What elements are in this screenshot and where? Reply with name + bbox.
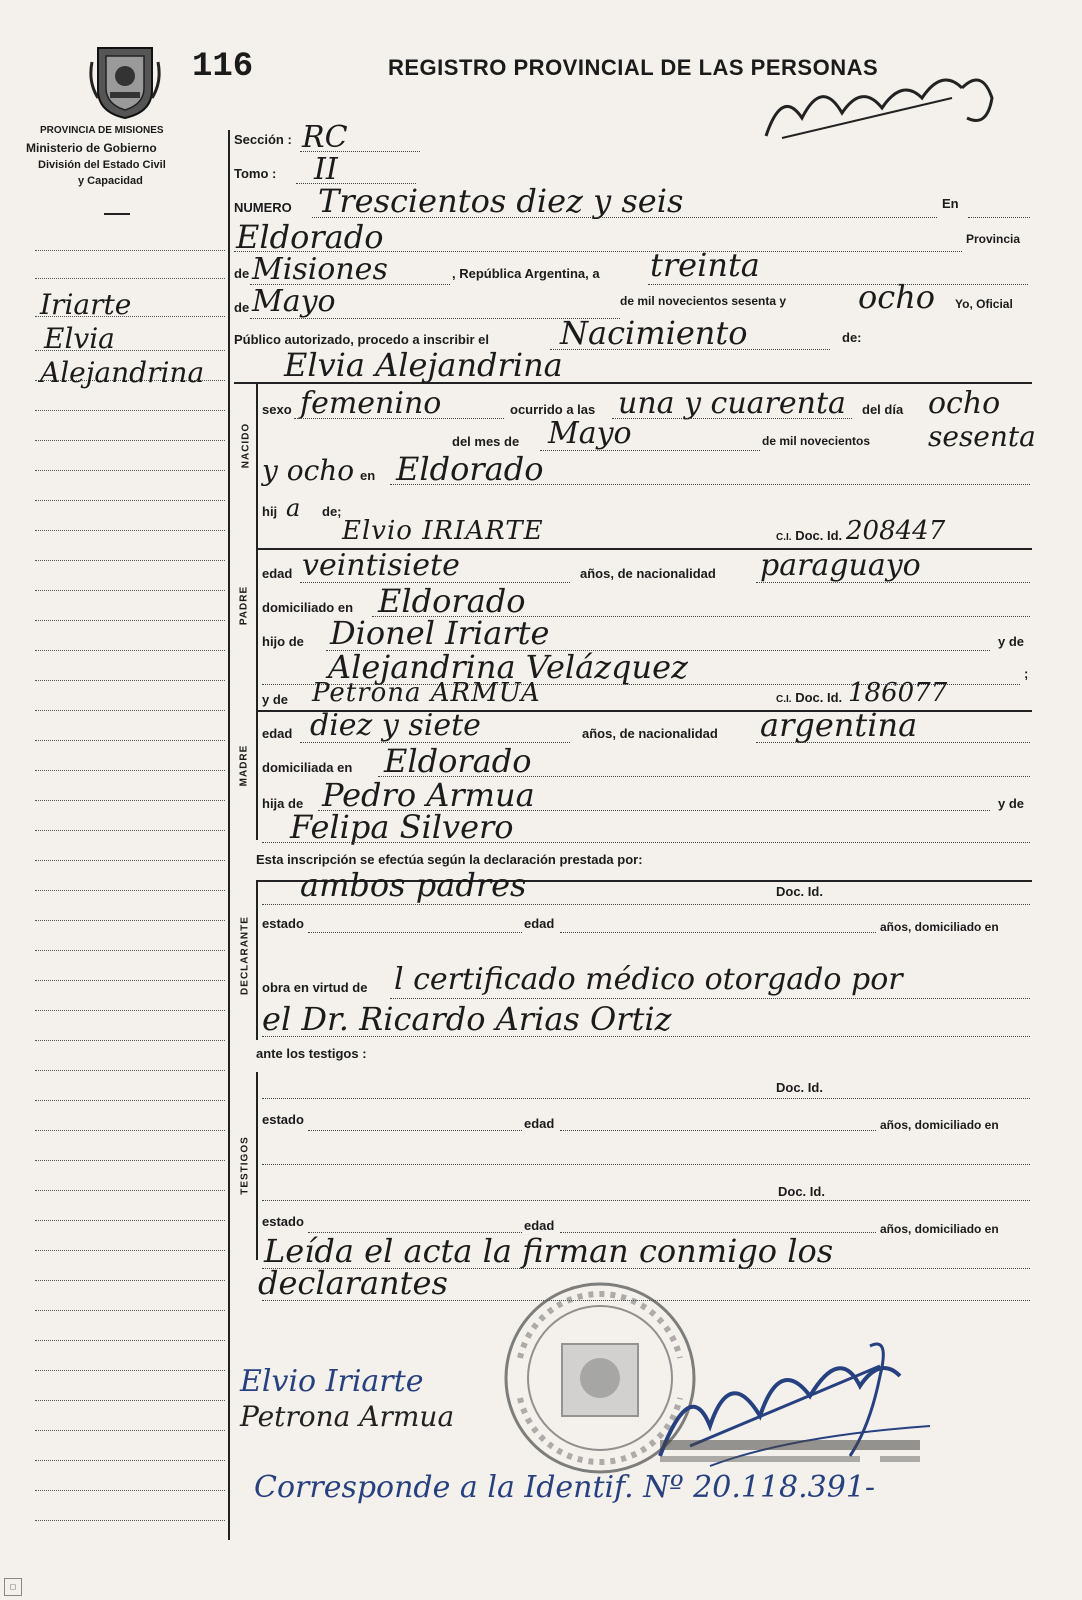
tomo-label: Tomo : <box>234 166 277 181</box>
declarante-edad-label: edad <box>524 916 555 931</box>
scanner-logo <box>4 1578 22 1596</box>
hij-value: a <box>286 494 301 522</box>
madre-doc-text: Doc. Id. <box>795 690 843 705</box>
anio-value-1: sesenta <box>928 420 1036 453</box>
signature-father: Elvio Iriarte <box>240 1364 424 1399</box>
padre-domicilio-label: domiciliado en <box>262 600 354 615</box>
testigo1-estado-label: estado <box>262 1112 304 1127</box>
padre-semicolon: ; <box>1024 666 1029 681</box>
tomo-value: II <box>314 152 338 187</box>
scanner-logo-icon: ◻ <box>9 1582 17 1591</box>
padre-edad-value: veintisiete <box>302 548 460 583</box>
oficial-label: Yo, Oficial <box>955 297 1013 311</box>
padre-hijo-value: Dionel Iriarte <box>330 614 550 652</box>
madre-domicilio-value: Eldorado <box>384 742 532 780</box>
padre-edad-label: edad <box>262 566 293 581</box>
year-value: ocho <box>858 278 936 316</box>
day-value: treinta <box>650 246 760 284</box>
declarante-estado-label: estado <box>262 916 304 931</box>
registry-title: REGISTRO PROVINCIAL DE LAS PERSONAS <box>388 55 879 80</box>
declarante-name: ambos padres <box>300 866 527 904</box>
madre-edad-value: diez y siete <box>310 708 481 743</box>
testigo1-anios-label: años, domiciliado en <box>880 1118 999 1132</box>
seccion-label: Sección : <box>234 132 292 147</box>
madre-doc-label <box>776 690 842 705</box>
dia-value: ocho <box>928 386 1001 421</box>
division-name: División del Estado Civil <box>38 159 166 171</box>
de-label: de <box>234 266 250 281</box>
madre-doc-value: 186077 <box>848 678 948 708</box>
de-semicolon-label: de; <box>322 504 342 519</box>
testigo2-doc-label: Doc. Id. <box>778 1184 825 1199</box>
madre-name: Petrona ARMUA <box>312 678 541 708</box>
numero-label: NUMERO <box>234 200 292 215</box>
closing-line-1: Leída el acta la firman conmigo los <box>264 1232 834 1270</box>
ocurrido-label: ocurrido a las <box>510 402 596 417</box>
margin-separator <box>228 130 230 1540</box>
declarante-doc-label: Doc. Id. <box>776 884 823 899</box>
en-label-2: en <box>360 468 376 483</box>
testigo1-edad-label: edad <box>524 1116 555 1131</box>
en-label: En <box>942 196 959 211</box>
padre-doc-value: 208447 <box>846 516 946 546</box>
padre-domicilio-value: Eldorado <box>378 582 526 620</box>
padre-nacionalidad-value: paraguayo <box>760 548 921 583</box>
padre-doc-text: Doc. Id. <box>795 528 843 543</box>
declaracion-intro: Esta inscripción se efectúa según la declaración prestada por: <box>256 852 643 867</box>
hora-value: una y cuarenta <box>618 386 846 421</box>
margin-note-name1: Elvia <box>44 322 115 355</box>
testigo2-anios-label: años, domiciliado en <box>880 1222 999 1236</box>
place-value: Eldorado <box>236 218 384 256</box>
mil-novecientos-label: de mil novecientos sesenta y <box>620 294 787 308</box>
sexo-value: femenino <box>300 386 442 421</box>
province-name: PROVINCIA DE MISIONES <box>40 125 164 136</box>
numero-value: Trescientos diez y seis <box>318 182 684 220</box>
nacido-section-label: NACIDO <box>240 422 252 469</box>
padre-doc-prefix: C.I. <box>776 532 792 543</box>
declarante-section-label: DECLARANTE <box>239 916 251 995</box>
padre-section-label: PADRE <box>238 585 250 626</box>
padre-nacionalidad-label: años, de nacionalidad <box>580 566 716 581</box>
padre-madre-value: Alejandrina Velázquez <box>328 648 688 686</box>
closing-line-2: declarantes <box>258 1264 448 1302</box>
madre-madre-value: Felipa Silvero <box>290 808 514 846</box>
margin-note-surname: Iriarte <box>40 288 132 321</box>
signature-mother: Petrona Armua <box>240 1400 455 1433</box>
month-value: Mayo <box>252 284 336 319</box>
ministry-name: Ministerio de Gobierno <box>26 141 157 155</box>
testigo2-edad-label: edad <box>524 1218 555 1233</box>
testigo2-estado-label: estado <box>262 1214 304 1229</box>
obra-value-2: el Dr. Ricardo Arias Ortiz <box>262 1000 672 1038</box>
header-underline <box>104 213 130 215</box>
del-mes-label: del mes de <box>452 434 520 449</box>
madre-hija-value: Pedro Armua <box>322 776 535 814</box>
obra-label: obra en virtud de <box>262 980 368 995</box>
madre-y-de-label-2: y de <box>998 796 1025 811</box>
seccion-value: RC <box>302 120 348 155</box>
madre-domicilio-label: domiciliada en <box>262 760 353 775</box>
de-colon: de: <box>842 330 862 345</box>
obra-value-1: l certificado médico otorgado por <box>394 962 903 997</box>
mil-novecientos-label-2: de mil novecientos <box>762 434 871 448</box>
de-label-2: de <box>234 300 250 315</box>
padre-hijo-label: hijo de <box>262 634 304 649</box>
header-annotation-signature <box>762 58 1002 148</box>
padre-doc-label <box>776 528 842 543</box>
acto-value: Nacimiento <box>560 314 748 352</box>
del-dia-label: del día <box>862 402 904 417</box>
mes-value: Mayo <box>548 416 632 451</box>
provincia-label: Provincia <box>966 232 1021 246</box>
lugar-value: Eldorado <box>396 450 544 488</box>
page-number: 116 <box>192 48 254 86</box>
madre-doc-prefix: C.I. <box>776 694 792 705</box>
republica-label: , República Argentina, a <box>452 266 600 281</box>
madre-section-label: MADRE <box>238 744 250 787</box>
footer-identity-note: Corresponde a la Identif. Nº 20.118.391- <box>254 1470 876 1505</box>
testigos-intro-label: ante los testigos : <box>256 1046 367 1061</box>
margin-note-name2: Alejandrina <box>40 356 205 389</box>
coat-of-arms-seal <box>88 42 162 120</box>
testigos-section-label: TESTIGOS <box>239 1136 251 1195</box>
anio-value-2: y ocho <box>262 454 355 487</box>
madre-nacionalidad-label: años, de nacionalidad <box>582 726 718 741</box>
padre-name: Elvio IRIARTE <box>342 516 544 546</box>
sexo-label: sexo <box>262 402 292 417</box>
madre-edad-label: edad <box>262 726 293 741</box>
testigo1-doc-label: Doc. Id. <box>776 1080 823 1095</box>
capacity-name: y Capacidad <box>78 175 143 187</box>
publico-label: Público autorizado, procedo a inscribir el <box>234 332 489 347</box>
madre-nacionalidad-value: argentina <box>760 706 918 744</box>
declarante-anios-label: años, domiciliado en <box>880 920 999 934</box>
padre-y-de-label: y de <box>998 634 1025 649</box>
nacido-name: Elvia Alejandrina <box>284 346 563 384</box>
madre-hija-label: hija de <box>262 796 304 811</box>
province-value: Misiones <box>252 252 388 287</box>
official-name-stamp <box>660 1436 930 1474</box>
hij-label: hij <box>262 504 278 519</box>
madre-y-de-label: y de <box>262 692 289 707</box>
